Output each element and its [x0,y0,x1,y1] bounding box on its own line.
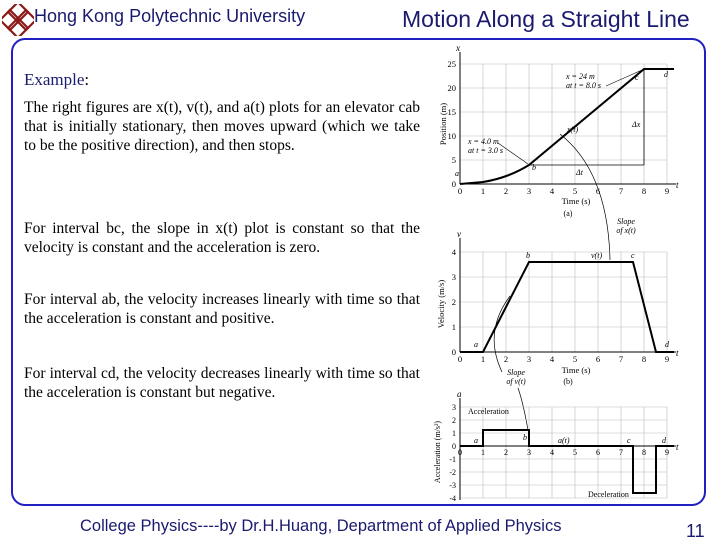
position-point-d: d [664,70,668,79]
position-xtick-4: 4 [549,186,555,196]
velocity-xtick-2: 2 [503,354,509,364]
velocity-xtick-4: 4 [549,354,555,364]
acceleration-plot [433,389,679,502]
velocity-slope-arrow-down [518,388,528,430]
velocity-xtick-1: 1 [480,354,486,364]
example-label: Example [24,70,85,89]
velocity-slope-label-1: Slope [507,368,525,377]
position-point-a: a [455,169,459,178]
position-ytick-15: 15 [447,107,456,117]
acceleration-curve-label: a(t) [558,436,570,445]
position-xtick-2: 2 [503,186,509,196]
acceleration-x-axis-letter: t [676,442,679,452]
acceleration-panel-label: Acceleration [468,407,509,416]
velocity-curve [460,262,674,352]
deceleration-label: Deceleration [588,490,629,499]
acceleration-xtick-7: 7 [619,448,623,457]
velocity-point-b: b [526,251,530,260]
velocity-ylabel: Velocity (m/s) [436,279,446,329]
velocity-xtick-0: 0 [457,354,463,364]
acceleration-ytick-1: 1 [452,429,456,438]
position-ytick-25: 25 [447,59,456,69]
position-xlabel: Time (s) [561,196,591,206]
velocity-xlabel: Time (s) [561,365,591,375]
velocity-panel: (b) [563,377,573,386]
position-xtick-3: 3 [526,186,532,196]
position-annotation-low-1: x = 4.0 m [468,137,499,146]
paragraph-intro: The right figures are x(t), v(t), and a(t) plots for an elevator cab that is initially stationary, then moves upward (which we take to be the positive direction), and then stops. [24,99,420,154]
position-annotation-top-2: at t = 8.0 s [566,81,601,90]
velocity-xtick-5: 5 [572,354,578,364]
acceleration-grid [460,407,667,498]
acceleration-point-a: a [474,436,478,445]
acceleration-xtick-6: 6 [596,448,600,457]
position-plot [438,43,679,260]
position-x-axis-letter: t [676,180,679,190]
acceleration-xtick-3: 3 [527,448,531,457]
dt-label: Δt [576,168,583,177]
page-number: 11 [686,521,705,541]
acceleration-ytick-m4: -4 [449,494,456,502]
position-ylabel: Position (m) [438,102,448,146]
university-name: Hong Kong Polytechnic University [34,6,306,26]
position-xtick-9: 9 [664,186,670,196]
position-ytick-20: 20 [447,83,456,93]
university-logo [2,4,34,36]
position-annotation-top-1: x = 24 m [566,72,595,81]
velocity-plot [436,229,679,430]
position-panel: (a) [563,209,573,218]
position-xtick-5: 5 [572,186,578,196]
slide-title: Motion Along a Straight Line [402,6,690,32]
position-xtick-7: 7 [618,186,624,196]
velocity-ytick-4: 4 [451,247,456,257]
velocity-point-c: c [631,251,635,260]
position-xtick-8: 8 [641,186,647,196]
position-ytick-5: 5 [451,155,456,165]
velocity-y-axis-letter: v [457,229,461,239]
position-point-b: b [532,163,536,172]
acceleration-xtick-9: 9 [665,448,669,457]
position-xtick-1: 1 [480,186,486,196]
position-curve-label: x(t) [567,125,579,134]
velocity-xtick-6: 6 [595,354,601,364]
paragraph-ab: For interval ab, the velocity increases linearly with time so that the acceleration is constant and positive. [24,291,420,327]
example-colon: : [84,70,90,89]
position-slope-label-2: of x(t) [616,226,636,235]
paragraph-cd: For interval cd, the velocity decreases linearly with time so that the acceleration is constant but negative. [24,365,420,401]
position-xtick-0: 0 [457,186,463,196]
acceleration-ytick-0: 0 [452,442,456,451]
acceleration-ytick-2: 2 [452,416,456,425]
velocity-xtick-9: 9 [664,354,670,364]
velocity-xtick-3: 3 [526,354,532,364]
velocity-x-axis-letter: t [676,348,679,358]
acceleration-point-c: c [627,436,631,445]
example-heading [24,70,89,90]
paragraph-bc: For interval bc, the slope in x(t) plot is constant so that the velocity is constant and the acceleration is zero. [24,220,420,256]
position-xtick-6: 6 [595,186,601,196]
acceleration-ylabel: Acceleration (m/s²) [433,420,442,484]
acceleration-point-d: d [662,436,666,445]
velocity-ytick-2: 2 [451,297,456,307]
acceleration-ytick-m2: -2 [449,468,456,477]
acceleration-ytick-m3: -3 [449,481,456,490]
acceleration-xtick-4: 4 [550,448,554,457]
position-point-c: c [635,73,639,82]
position-y-axis-letter: x [456,43,460,53]
velocity-point-a: a [474,340,478,349]
acceleration-xtick-5: 5 [573,448,577,457]
acceleration-xtick-8: 8 [642,448,646,457]
acceleration-y-axis-letter: a [457,389,462,399]
velocity-slope-label-2: of v(t) [506,377,526,386]
velocity-ytick-0: 0 [451,347,456,357]
acceleration-xtick-1: 1 [481,448,485,457]
acceleration-point-b: b [523,433,527,442]
velocity-point-d: d [665,340,669,349]
dx-label: Δx [632,120,641,129]
motion-figures [428,42,690,502]
velocity-xtick-8: 8 [641,354,647,364]
acceleration-xtick-0: 0 [458,448,462,457]
velocity-ytick-1: 1 [451,322,456,332]
position-annotation-low-2: at t = 3.0 s [468,146,503,155]
velocity-ytick-3: 3 [451,272,456,282]
acceleration-ytick-3: 3 [452,403,456,412]
acceleration-xtick-2: 2 [504,448,508,457]
position-ytick-10: 10 [447,131,456,141]
position-ytick-0: 0 [451,179,456,189]
position-slope-label-1: Slope [617,217,635,226]
footer-credit: College Physics----by Dr.H.Huang, Department of Applied Physics [80,517,562,535]
velocity-curve-label: v(t) [591,251,603,260]
velocity-xtick-7: 7 [618,354,624,364]
acceleration-ytick-m1: -1 [449,455,456,464]
